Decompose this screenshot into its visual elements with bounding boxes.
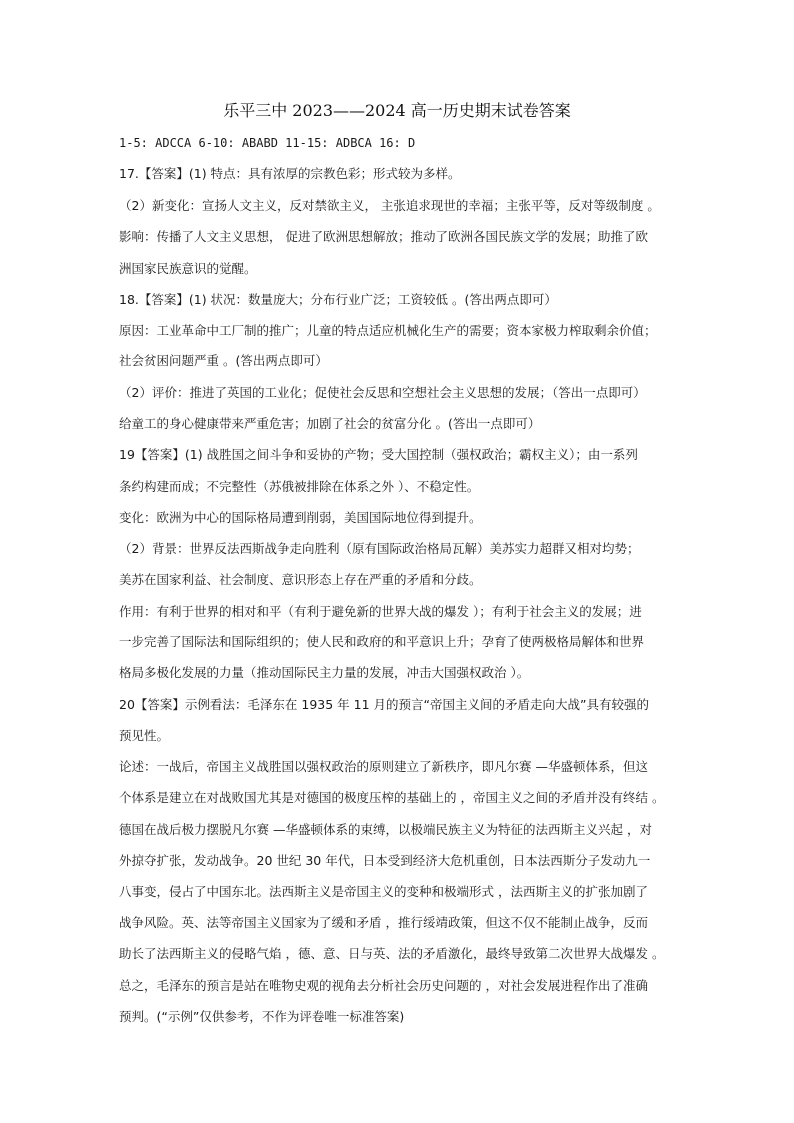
q17-answer-line: 洲国家民族意识的觉醒。 xyxy=(119,261,257,276)
q18-answer-line: 18.【答案】(1) 状况：数量庞大；分布行业广泛；工资较低 。(答出两点即可） xyxy=(119,292,557,307)
q19-answer-line: 19【答案】(1) 战胜国之间斗争和妥协的产物；受大国控制（强权政治；霸权主义）；由一系列 xyxy=(119,447,638,462)
q18-answer-line: （2）评价：推进了英国的工业化；促使社会反思和空想社会主义思想的发展；（答出一点即可） xyxy=(119,385,646,400)
q19-answer-line: 条约构建而成；不完整性（苏俄被排除在体系之外 ）、不稳定性。 xyxy=(119,479,480,494)
q20-answer-line: 20【答案】示例看法：毛泽东在 1935 年 11 月的预言“帝国主义间的矛盾走向大战”具有较强的 xyxy=(119,697,649,712)
q19-answer-line: 格局多极化发展的力量（推动国际民主力量的发展，冲击大国强权政治 ）。 xyxy=(119,665,530,680)
q18-answer-line: 社会贫困问题严重 。(答出两点即可） xyxy=(119,353,328,368)
q19-answer-line: 作用：有利于世界的相对和平（有利于避免新的世界大战的爆发 ）；有利于社会主义的发展；进 xyxy=(119,604,642,619)
q20-answer-line: 助长了法西斯主义的侵略气焰 ，德、意、日与英、法的矛盾激化，最终导致第二次世界大战爆发 。 xyxy=(119,946,665,961)
q20-answer-line: 预见性。 xyxy=(119,728,170,743)
q18-answer-line: 给童工的身心健康带来严重危害；加剧了社会的贫富分化 。(答出一点即可） xyxy=(119,416,541,431)
q20-answer-line: 战争风险。英、法等帝国主义国家为了缓和矛盾 ，推行绥靖政策，但这不仅不能制止战争，反而 xyxy=(119,915,648,930)
q17-answer-line: （2）新变化：宣扬人文主义，反对禁欲主义， 主张追求现世的幸福；主张平等，反对等级制度 。 xyxy=(119,198,660,213)
q20-answer-line: 预判。(“示例”仅供参考，不作为评卷唯一标准答案) xyxy=(119,1009,405,1024)
q18-answer-line: 原因：工业革命中工厂制的推广；儿童的特点适应机械化生产的需要；资本家极力榨取剩余价值； xyxy=(119,323,657,338)
mc-answers-line: 1-5: ADCCA 6-10: ABABD 11-15: ADBCA 16: D xyxy=(119,136,416,150)
q20-answer-line: 论述：一战后，帝国主义战胜国以强权政治的原则建立了新秩序，即凡尔赛 —华盛顿体系，但这 xyxy=(119,759,648,774)
q17-answer-line: 17.【答案】(1) 特点：具有浓厚的宗教色彩；形式较为多样。 xyxy=(119,166,461,181)
page-title: 乐平三中 2023——2024 高一历史期末试卷答案 xyxy=(223,101,571,120)
q19-answer-line: （2）背景：世界反法西斯战争走向胜利（原有国际政治格局瓦解）美苏实力超群又相对均势； xyxy=(119,541,640,556)
q19-answer-line: 变化：欧洲为中心的国际格局遭到削弱，美国国际地位得到提升。 xyxy=(119,510,482,525)
q20-answer-line: 外掠夺扩张，发动战争。20 世纪 30 年代，日本受到经济大危机重创，日本法西斯分子发动九一 xyxy=(119,853,651,868)
q19-answer-line: 一步完善了国际法和国际组织的；使人民和政府的和平意识上升；孕育了使两极格局解体和世界 xyxy=(119,634,645,649)
q20-answer-line: 八事变，侵占了中国东北。法西斯主义是帝国主义的变种和极端形式 ，法西斯主义的扩张加剧了 xyxy=(119,884,648,899)
q20-answer-line: 个体系是建立在对战败国尤其是对德国的极度压榨的基础上的 ，帝国主义之间的矛盾并没有终结 。 xyxy=(119,790,665,805)
q20-answer-line: 总之，毛泽东的预言是站在唯物史观的视角去分析社会历史问题的 ，对社会发展进程作出了准确 xyxy=(119,978,648,993)
q19-answer-line: 美苏在国家利益、社会制度、意识形态上存在严重的矛盾和分歧。 xyxy=(119,572,482,587)
q20-answer-line: 德国在战后极力摆脱凡尔赛 —华盛顿体系的束缚，以极端民族主义为特征的法西斯主义兴起 ，对 xyxy=(119,822,652,837)
q17-answer-line: 影响：传播了人文主义思想， 促进了欧洲思想解放；推动了欧洲各国民族文学的发展；助推了欧 xyxy=(119,229,648,244)
